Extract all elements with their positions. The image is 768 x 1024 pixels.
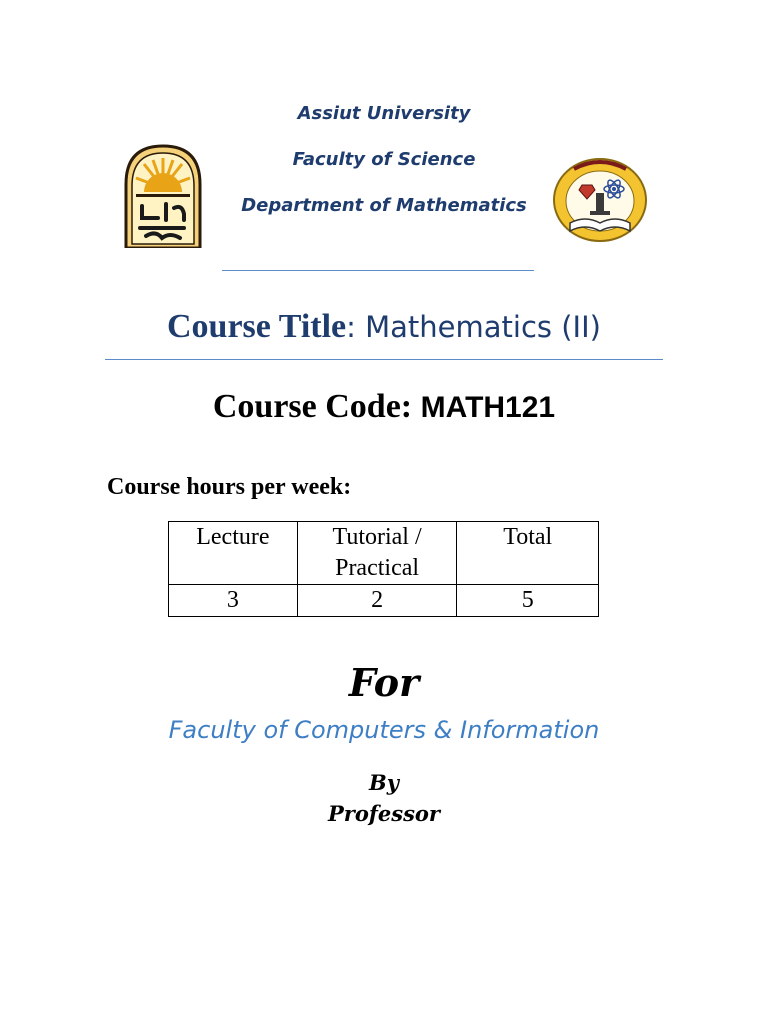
course-hours-table — [168, 521, 599, 617]
target-faculty: Faculty of Computers & Information — [168, 716, 600, 744]
for-heading: For — [348, 660, 420, 705]
university-name: Assiut University — [297, 103, 471, 124]
faculty-name: Faculty of Science — [292, 149, 476, 170]
table-cell: 3 — [169, 585, 298, 617]
title-divider — [105, 359, 663, 360]
course-code-label: Course Code: — [212, 388, 421, 425]
author-name: Professor — [328, 801, 440, 826]
table-header-cell: Total — [457, 522, 599, 585]
header-divider — [222, 270, 534, 271]
course-title-value: Mathematics (II) — [365, 310, 601, 344]
course-title-label: Course Title — [167, 308, 347, 345]
course-code-value: MATH121 — [420, 391, 556, 424]
course-hours-label: Course hours per week: — [107, 474, 352, 500]
table-cell: 5 — [457, 585, 599, 617]
course-title-separator: : — [346, 310, 366, 344]
faculty-of-science-logo — [552, 157, 648, 243]
table-header-cell: Lecture — [169, 522, 298, 585]
table-header-cell: Tutorial / Practical — [297, 522, 457, 585]
table-cell: 2 — [297, 585, 457, 617]
course-title — [0, 308, 768, 346]
table-row — [169, 585, 599, 617]
department-name: Department of Mathematics — [241, 195, 527, 216]
by-label: By — [369, 770, 399, 795]
assiut-university-logo — [122, 144, 204, 248]
course-code — [0, 388, 768, 426]
table-header-row — [169, 522, 599, 585]
